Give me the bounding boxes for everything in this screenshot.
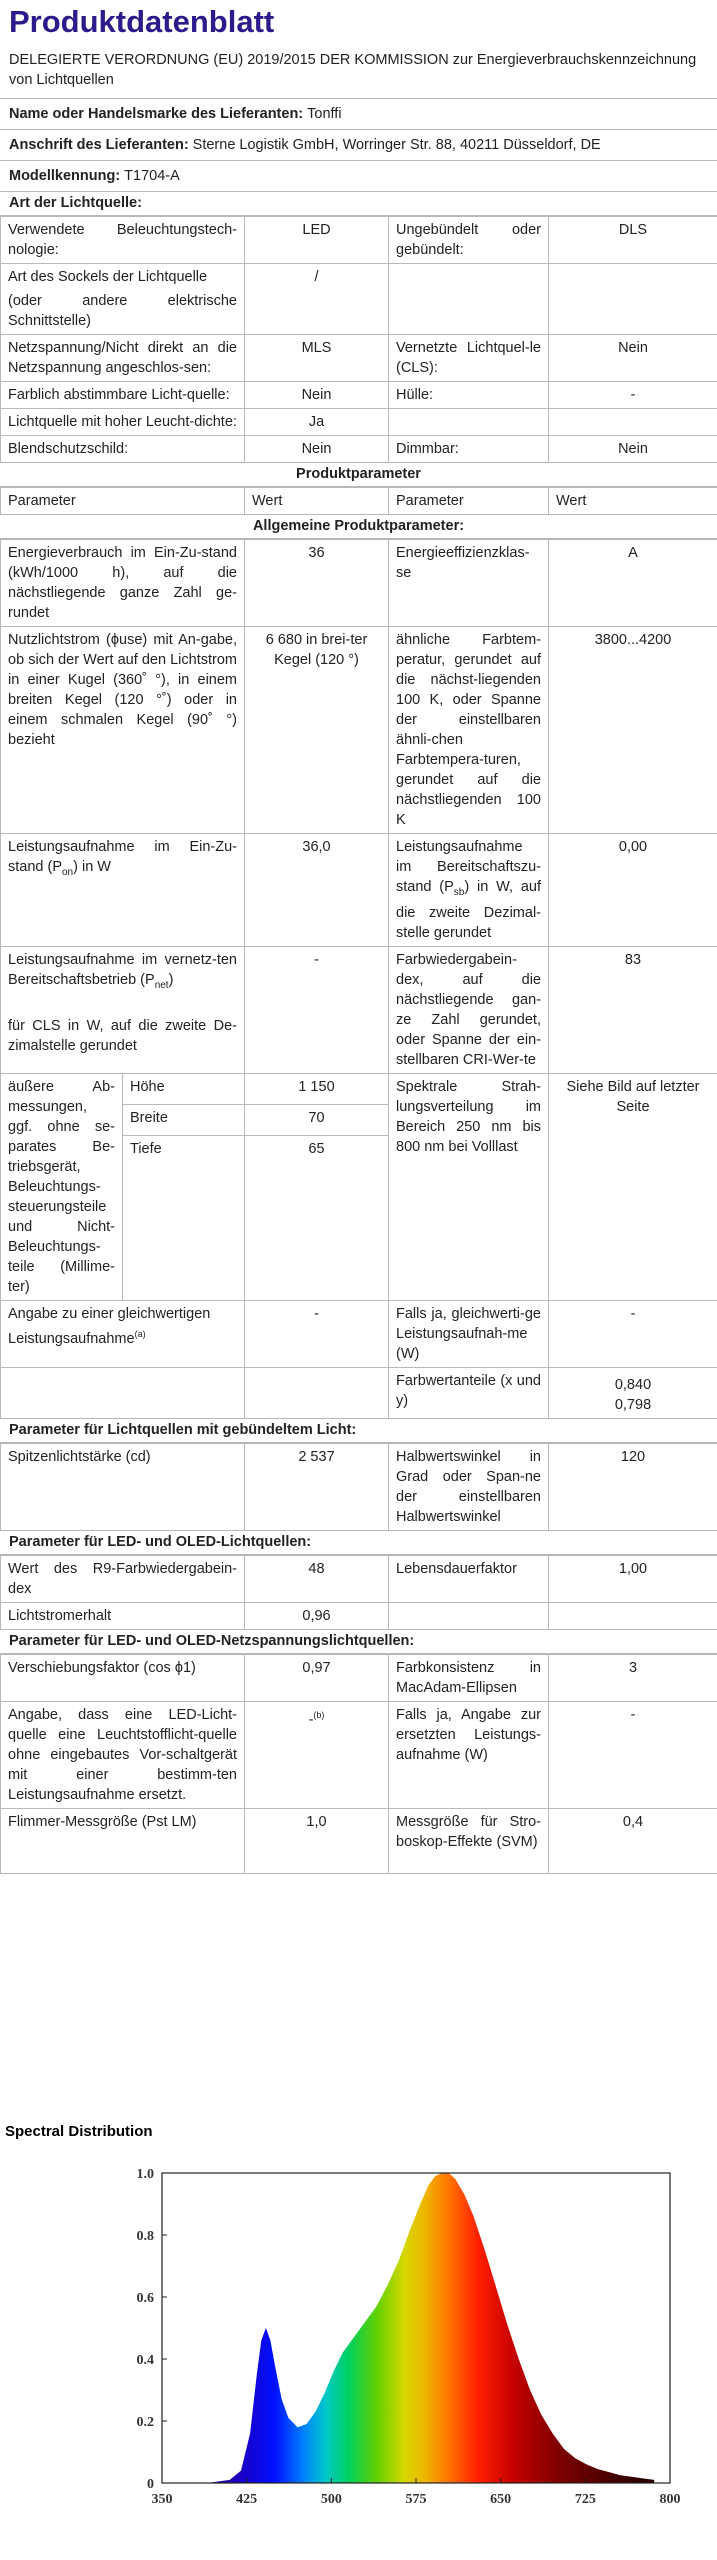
supplier-row: [0, 99, 717, 130]
table-row: [1, 1654, 717, 1701]
param-value: 83: [549, 946, 717, 1073]
y-tick-label: 0.8: [136, 2229, 154, 2244]
param-value: -: [549, 382, 717, 409]
param-label: Angabe, dass eine LED-Licht-quelle eine Leuchtstofflicht-quelle ohne eingebautes Vor-schaltgerät mit einer bestimm-ten Leistungsaufnahme ersetzt.: [1, 1701, 245, 1808]
table-row: [1, 1808, 717, 1873]
param-value: 6 680 in brei-ter Kegel (120 °): [245, 627, 389, 834]
table-header-row: [1, 488, 717, 515]
dim-value: 65: [245, 1135, 389, 1300]
table-row: [1, 1443, 717, 1530]
address-label: Anschrift des Lieferanten:: [9, 137, 189, 153]
param-value: -: [245, 946, 389, 1073]
address-value: Sterne Logistik GmbH, Worringer Str. 88, 40211 Düsseldorf, DE: [192, 137, 601, 153]
table-row: [1, 409, 717, 436]
directional-header: Parameter für Lichtquellen mit gebündeltem Licht:: [0, 1419, 717, 1443]
param-value: Nein: [549, 335, 717, 382]
column-header: Wert: [245, 488, 389, 515]
supplier-value: Tonffi: [307, 106, 342, 122]
dim-name: Höhe: [123, 1073, 245, 1104]
param-label-line: Art des Sockels der Lichtquelle: [8, 269, 208, 285]
param-value: [245, 1701, 389, 1808]
param-label: Falls ja, Angabe zur ersetzten Leistungs-aufnahme (W): [389, 1701, 549, 1808]
param-value: -: [245, 1300, 389, 1367]
x-tick-label: 725: [574, 2492, 596, 2507]
param-label: Energieeffizienzklas-se: [389, 540, 549, 627]
param-value: LED: [245, 217, 389, 264]
param-label: [1, 264, 245, 335]
param-label: [389, 409, 549, 436]
param-value: 48: [245, 1555, 389, 1602]
label-part: ): [168, 971, 174, 988]
table-row: [1, 1602, 717, 1629]
param-value: 1,00: [549, 1555, 717, 1602]
table-row: [1, 946, 717, 1073]
param-label: [389, 264, 549, 335]
art-header: Art der Lichtquelle:: [0, 192, 717, 216]
supplier-label: Name oder Handelsmarke des Lieferanten:: [9, 106, 304, 122]
x-tick-label: 425: [236, 2492, 258, 2507]
param-value: [549, 409, 717, 436]
label-part: Angabe zu einer gleichwertigen Leistungsaufnahme: [8, 1305, 211, 1347]
chroma-x: 0,840: [614, 1376, 652, 1393]
general-header: Allgemeine Produktparameter:: [0, 515, 717, 539]
label-line: für CLS in W, auf die zweite De-zimalstelle gerundet: [8, 1017, 237, 1054]
y-tick-label: 0: [147, 2477, 154, 2492]
y-tick-label: 0.6: [136, 2291, 154, 2306]
param-value: 0,96: [245, 1602, 389, 1629]
label-sub: net: [154, 979, 169, 991]
column-header: Parameter: [389, 488, 549, 515]
dim-name: Breite: [123, 1104, 245, 1135]
param-value: 36: [245, 540, 389, 627]
param-value: 0,97: [245, 1654, 389, 1701]
spectrum-chart: [0, 2113, 717, 2543]
param-value: [245, 1367, 389, 1418]
dim-value: 1 150: [245, 1073, 389, 1104]
param-value: 3800...4200: [549, 627, 717, 834]
table-row: [1, 834, 717, 947]
chroma-y: 0,798: [614, 1396, 652, 1413]
column-header-table: [0, 487, 717, 515]
table-row: [1, 627, 717, 834]
y-tick-label: 1.0: [136, 2167, 154, 2182]
param-value: Nein: [549, 436, 717, 463]
label-sub: on: [62, 866, 74, 878]
label-sup: (a): [134, 1328, 146, 1339]
param-label: Messgröße für Stro-boskop-Effekte (SVM): [389, 1808, 549, 1873]
param-label: Halbwertswinkel in Grad oder Span-ne der einstellbaren Halbwertswinkel: [389, 1443, 549, 1530]
table-row: [1, 382, 717, 409]
table-row: [1, 1300, 717, 1367]
param-value: 3: [549, 1654, 717, 1701]
param-label: [1, 946, 245, 1073]
prod-header: Produktparameter: [0, 463, 717, 487]
param-label: [1, 1367, 245, 1418]
table-row: [1, 540, 717, 627]
param-label: [1, 834, 245, 947]
label-part: ) in W: [73, 859, 111, 875]
param-label: Verwendete Beleuchtungstech-nologie:: [1, 217, 245, 264]
table-row: [1, 1073, 717, 1104]
y-tick-label: 0.4: [136, 2353, 154, 2368]
table-row: [1, 1555, 717, 1602]
value-sup: (b): [313, 1709, 325, 1720]
param-label: Vernetzte Lichtquel-le (CLS):: [389, 335, 549, 382]
param-label: Falls ja, gleichwerti-ge Leistungsaufnah-me (W): [389, 1300, 549, 1367]
address-row: [0, 130, 717, 161]
param-value: 1,0: [245, 1808, 389, 1873]
param-value: 36,0: [245, 834, 389, 947]
param-label: Lichtstromerhalt: [1, 1602, 245, 1629]
label-sub: sb: [453, 886, 465, 898]
param-value: DLS: [549, 217, 717, 264]
mains-header: Parameter für LED- und OLED-Netzspannungslichtquellen:: [0, 1630, 717, 1654]
param-label: [1, 1300, 245, 1367]
label-part: ) in W, auf die zweite Dezimal-stelle gerundet: [396, 879, 541, 941]
param-label-line: (oder andere elektrische Schnittstelle): [8, 293, 237, 329]
param-label: [389, 1602, 549, 1629]
param-label: Energieverbrauch im Ein-Zu-stand (kWh/1000 h), auf die nächstliegende ganze Zahl ge-rundet: [1, 540, 245, 627]
param-label: Spitzenlichtstärke (cd): [1, 1443, 245, 1530]
param-label: Dimmbar:: [389, 436, 549, 463]
spectrum-section: [0, 2113, 717, 2543]
x-tick-label: 650: [490, 2492, 512, 2507]
param-value: 2 537: [245, 1443, 389, 1530]
column-header: Wert: [549, 488, 717, 515]
x-tick-label: 800: [659, 2492, 681, 2507]
led-header: Parameter für LED- und OLED-Lichtquellen:: [0, 1531, 717, 1555]
page-title: Produktdatenblatt: [9, 4, 275, 39]
label-part: Leistungsaufnahme im Bereitschaftszu-stand (P: [396, 839, 541, 895]
x-tick-label: 500: [320, 2492, 342, 2507]
param-value: -: [549, 1300, 717, 1367]
param-label: Netzspannung/Nicht direkt an die Netzspannung angeschlos-sen:: [1, 335, 245, 382]
x-tick-label: 575: [405, 2492, 427, 2507]
directional-table: [0, 1443, 717, 1531]
param-label: [389, 834, 549, 947]
param-label: Farbwertanteile (x und y): [389, 1367, 549, 1418]
chart-title: Spectral Distribution: [5, 2123, 153, 2140]
mains-table: [0, 1654, 717, 1874]
param-value: 0,4: [549, 1808, 717, 1873]
param-value: Nein: [245, 382, 389, 409]
table-row: [1, 335, 717, 382]
param-label: Lebensdauerfaktor: [389, 1555, 549, 1602]
param-label: Ungebündelt oder gebündelt:: [389, 217, 549, 264]
param-label: Nutzlichtstrom (ϕuse) mit An-gabe, ob sich der Wert auf den Lichtstrom in einer Kugel (360˚ °), in einem breiten Kegel (120 °˚) oder in einem schmalen Kegel (90˚ °) bezieht: [1, 627, 245, 834]
param-label: Farbkonsistenz in MacAdam-Ellipsen: [389, 1654, 549, 1701]
param-value: Nein: [245, 436, 389, 463]
param-label: Spektrale Strah-lungsverteilung im Bereich 250 nm bis 800 nm bei Volllast: [389, 1073, 549, 1300]
dim-name: Tiefe: [123, 1135, 245, 1300]
dim-value: 70: [245, 1104, 389, 1135]
label-line: [8, 950, 237, 996]
param-value: 0,00: [549, 834, 717, 947]
param-label: äußere Ab-messungen, ggf. ohne se-parates Be-triebsgerät, Beleuchtungs-steuerungsteile und Nicht-Beleuchtungs-teile (Millime-ter): [1, 1073, 123, 1300]
art-table: [0, 216, 717, 463]
label-part: Leistungsaufnahme im vernetz-ten Bereitschaftsbetrieb (P: [8, 951, 237, 988]
model-label: Modellkennung:: [9, 168, 121, 184]
x-tick-label: 350: [151, 2492, 173, 2507]
param-label: Farblich abstimmbare Licht-quelle:: [1, 382, 245, 409]
table-row: [1, 1701, 717, 1808]
model-row: [0, 161, 717, 192]
table-row: [1, 1367, 717, 1418]
regulation-text: DELEGIERTE VERORDNUNG (EU) 2019/2015 DER KOMMISSION zur Energieverbrauchskennzeichnung von Lichtquellen: [0, 46, 717, 99]
general-table: [0, 539, 717, 1419]
label-part: Leistungsaufnahme im Ein-Zu-stand (P: [8, 839, 237, 875]
led-table: [0, 1555, 717, 1630]
param-value: A: [549, 540, 717, 627]
param-value: Ja: [245, 409, 389, 436]
param-value: [549, 1367, 717, 1418]
param-value: [549, 264, 717, 335]
spectrum-area: [162, 2173, 654, 2483]
param-label: Wert des R9-Farbwiedergabein-dex: [1, 1555, 245, 1602]
param-value: -: [549, 1701, 717, 1808]
table-row: [1, 264, 717, 335]
column-header: Parameter: [1, 488, 245, 515]
model-value: T1704-A: [124, 168, 180, 184]
value-part: -: [308, 1711, 314, 1728]
param-value: /: [245, 264, 389, 335]
table-row: [1, 217, 717, 264]
param-value: [549, 1602, 717, 1629]
param-label: Verschiebungsfaktor (cos ϕ1): [1, 1654, 245, 1701]
param-label: Blendschutzschild:: [1, 436, 245, 463]
param-label: Lichtquelle mit hoher Leucht-dichte:: [1, 409, 245, 436]
param-label: Farbwiedergabein-dex, auf die nächstliegende gan-ze Zahl gerundet, oder Spanne der ein-stellbaren CRI-Wer-te: [389, 946, 549, 1073]
param-value: Siehe Bild auf letzter Seite: [549, 1073, 717, 1300]
param-value: MLS: [245, 335, 389, 382]
param-label: Hülle:: [389, 382, 549, 409]
param-label: ähnliche Farbtem-peratur, gerundet auf die nächst-liegenden 100 K, oder Spanne der einstellbaren ähnli-chen Farbtempera-turen, gerundet auf die nächstliegenden 100 K: [389, 627, 549, 834]
param-value: 120: [549, 1443, 717, 1530]
table-row: [1, 436, 717, 463]
y-tick-label: 0.2: [136, 2415, 154, 2430]
param-label: Flimmer-Messgröße (Pst LM): [1, 1808, 245, 1873]
